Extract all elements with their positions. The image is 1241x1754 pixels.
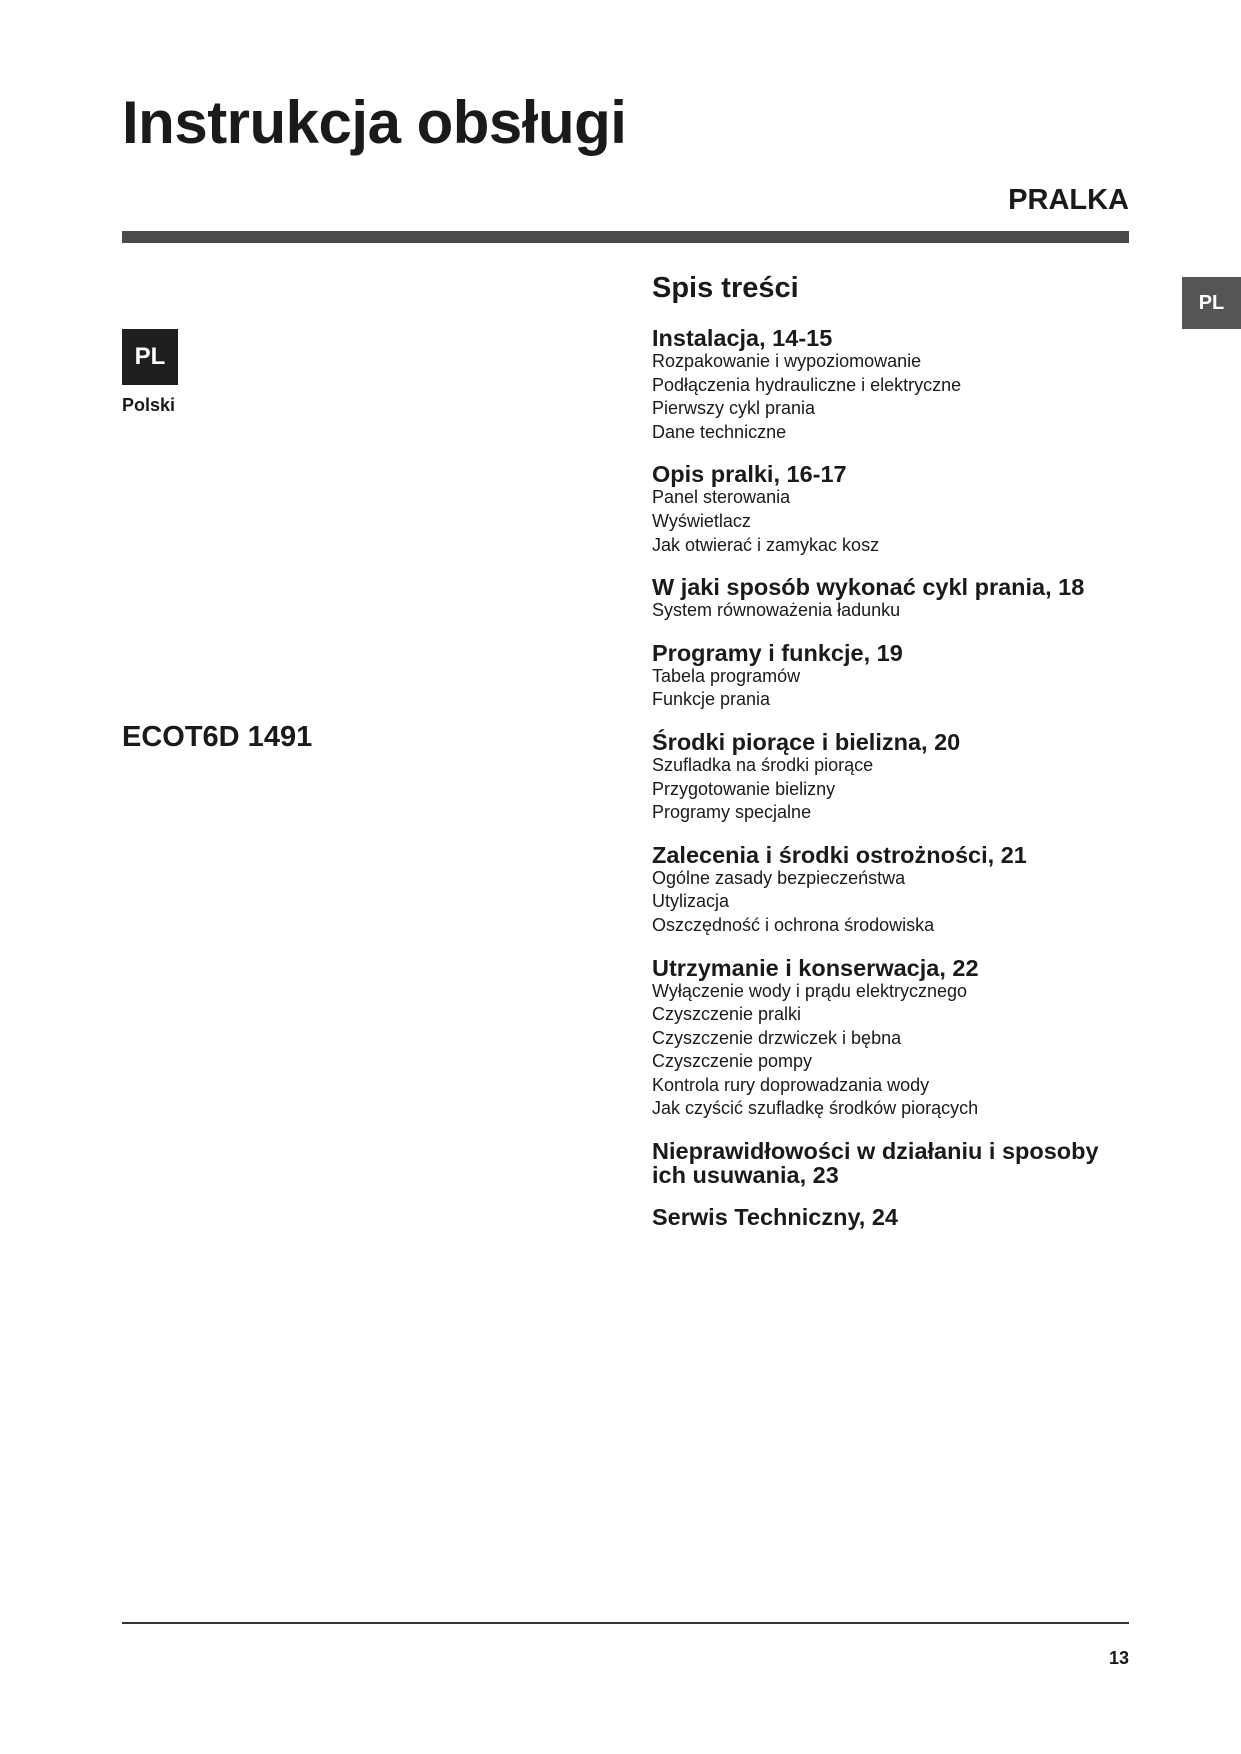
toc-item[interactable]: Jak otwierać i zamykac kosz bbox=[652, 534, 880, 555]
toc-heading[interactable]: Środki piorące i bielizna, 20 bbox=[652, 728, 961, 755]
toc-item-list bbox=[652, 665, 1129, 712]
footer-divider bbox=[122, 1622, 1129, 1624]
toc-item[interactable]: Kontrola rury doprowadzania wody bbox=[652, 1074, 930, 1095]
toc-item-list bbox=[652, 867, 1129, 938]
toc-item[interactable]: Dane techniczne bbox=[652, 421, 787, 442]
toc-section bbox=[652, 462, 1129, 557]
product-type: PRALKA bbox=[1008, 184, 1129, 216]
header-divider bbox=[122, 231, 1129, 243]
toc-item-list bbox=[652, 486, 1129, 557]
toc-heading[interactable]: Zalecenia i środki ostrożności, 21 bbox=[652, 841, 1027, 868]
toc-item[interactable]: Jak czyścić szufladkę środków piorących bbox=[652, 1098, 979, 1119]
toc-item[interactable]: Czyszczenie pralki bbox=[652, 1004, 802, 1025]
toc-item[interactable]: System równoważenia ładunku bbox=[652, 600, 901, 621]
table-of-contents bbox=[652, 270, 1129, 1247]
page-number: 13 bbox=[1108, 1648, 1129, 1668]
toc-heading[interactable]: Opis pralki, 16-17 bbox=[652, 461, 847, 488]
toc-item[interactable]: Oszczędność i ochrona środowiska bbox=[652, 914, 935, 935]
toc-section bbox=[652, 326, 1129, 444]
toc-item[interactable]: Utylizacja bbox=[652, 891, 730, 912]
page-title: Instrukcja obsługi bbox=[122, 89, 627, 156]
toc-heading[interactable]: Instalacja, 14-15 bbox=[652, 325, 833, 351]
toc-item[interactable]: Podłączenia hydrauliczne i elektryczne bbox=[652, 374, 962, 395]
toc-item[interactable]: Pierwszy cykl prania bbox=[652, 398, 816, 419]
toc-item[interactable]: Panel sterowania bbox=[652, 487, 791, 508]
language-badge: PL bbox=[122, 329, 178, 385]
toc-item[interactable]: Tabela programów bbox=[652, 665, 801, 686]
toc-section bbox=[652, 956, 1129, 1122]
toc-item[interactable]: Wyświetlacz bbox=[652, 510, 751, 531]
toc-section bbox=[652, 730, 1129, 825]
toc-item[interactable]: Czyszczenie pompy bbox=[652, 1051, 813, 1072]
toc-section bbox=[652, 641, 1129, 712]
toc-item[interactable]: Funkcje prania bbox=[652, 689, 771, 710]
toc-item[interactable]: Programy specjalne bbox=[652, 802, 812, 823]
toc-item[interactable]: Czyszczenie drzwiczek i bębna bbox=[652, 1027, 902, 1048]
language-side-tab: PL bbox=[1182, 277, 1241, 329]
toc-heading[interactable]: W jaki sposób wykonać cykl prania, 18 bbox=[652, 574, 1085, 601]
toc-heading[interactable]: Utrzymanie i konserwacja, 22 bbox=[652, 954, 979, 981]
toc-item[interactable]: Wyłączenie wody i prądu elektrycznego bbox=[652, 980, 967, 1001]
toc-item-list bbox=[652, 754, 1129, 825]
toc-section bbox=[652, 1139, 1129, 1187]
language-label: Polski bbox=[122, 395, 176, 415]
toc-item-list bbox=[652, 980, 1129, 1122]
toc-heading[interactable]: Nieprawidłowości w działaniu i sposoby ich usuwania, 23 bbox=[652, 1138, 1099, 1189]
toc-section bbox=[652, 1205, 1129, 1229]
toc-item[interactable]: Ogólne zasady bezpieczeństwa bbox=[652, 867, 906, 888]
toc-heading[interactable]: Programy i funkcje, 19 bbox=[652, 639, 903, 666]
toc-heading[interactable]: Serwis Techniczny, 24 bbox=[652, 1204, 898, 1231]
model-name: ECOT6D 1491 bbox=[122, 721, 313, 753]
toc-sections bbox=[652, 326, 1129, 1229]
toc-item-list bbox=[652, 599, 1129, 623]
toc-item[interactable]: Rozpakowanie i wypoziomowanie bbox=[652, 351, 922, 371]
toc-title: Spis treści bbox=[652, 272, 799, 304]
toc-item[interactable]: Szufladka na środki piorące bbox=[652, 754, 874, 775]
toc-item-list bbox=[652, 350, 1129, 444]
toc-item[interactable]: Przygotowanie bielizny bbox=[652, 778, 836, 799]
toc-section bbox=[652, 843, 1129, 938]
toc-section bbox=[652, 575, 1129, 623]
